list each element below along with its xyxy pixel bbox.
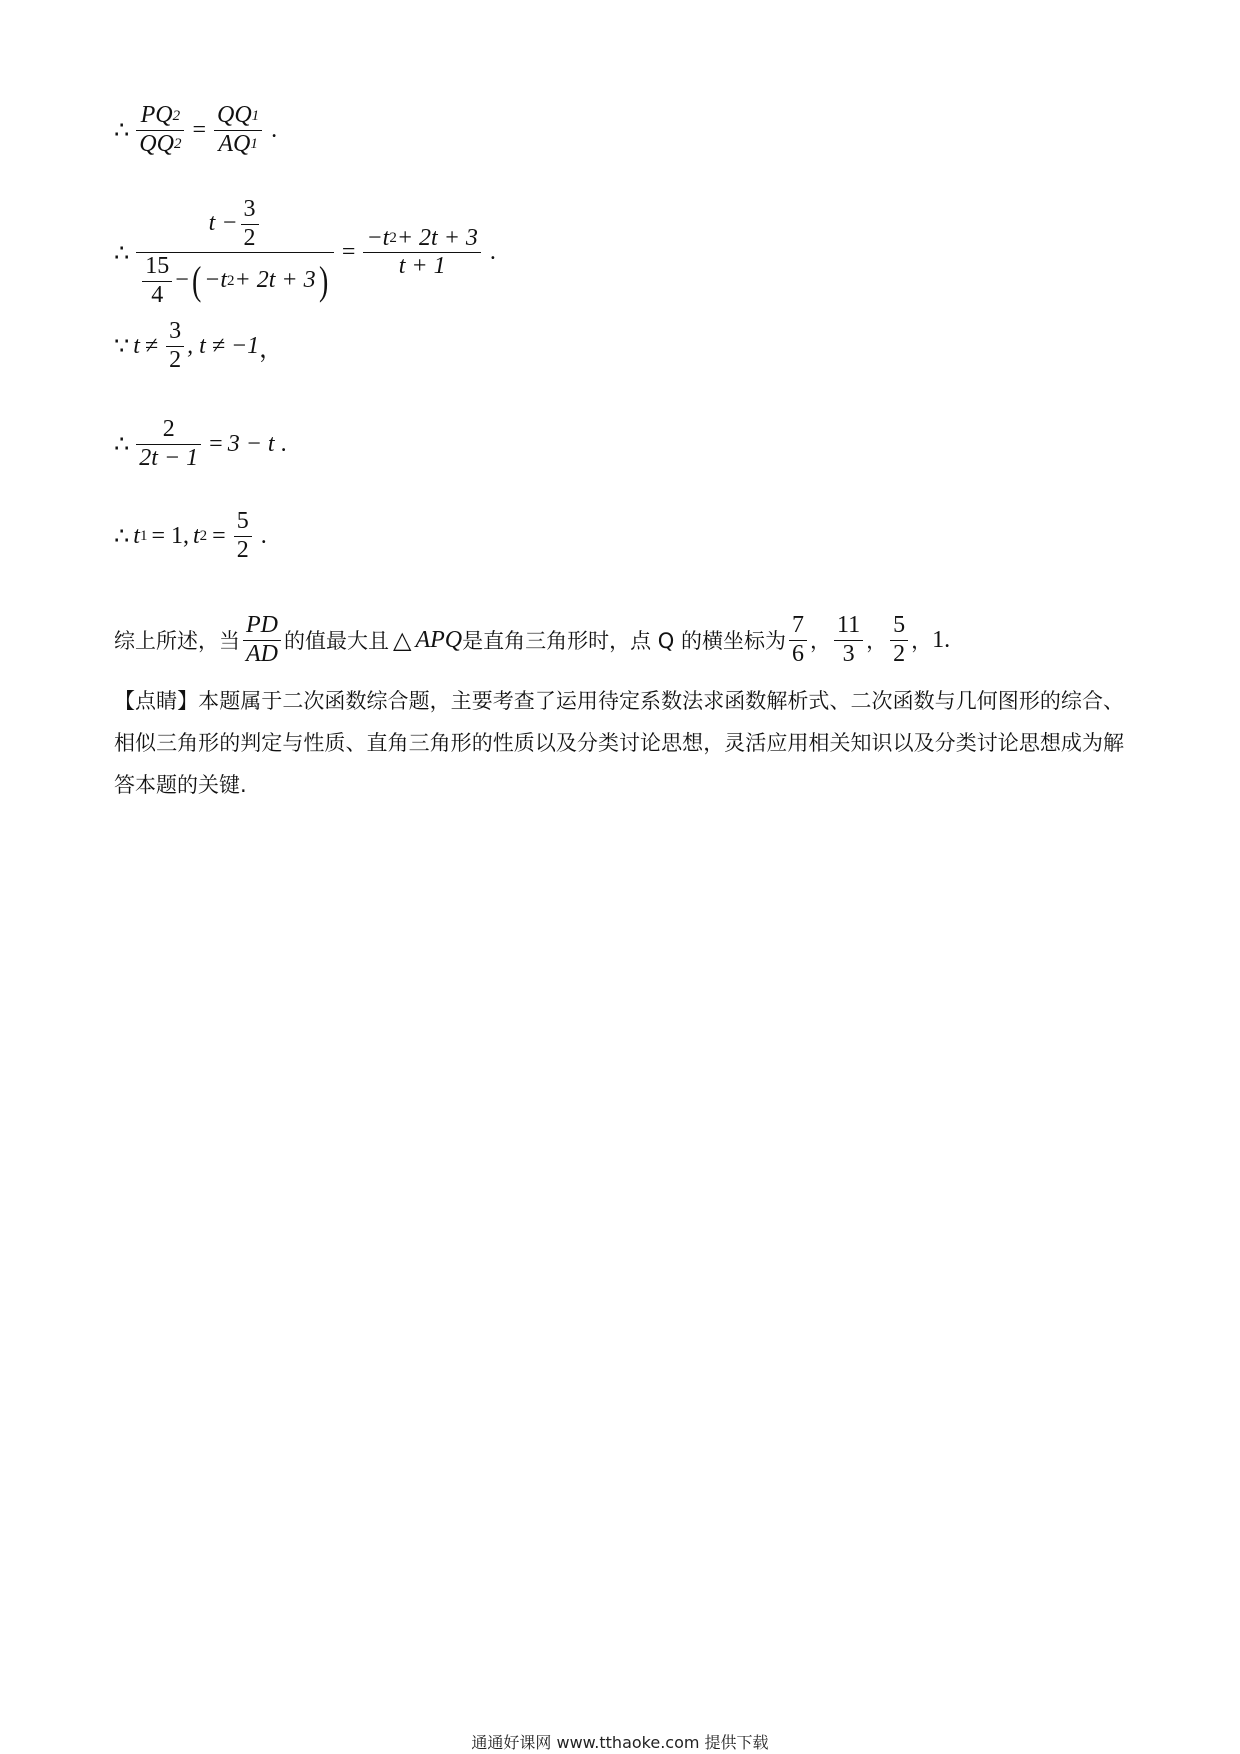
equation-simplified: ∴ $\frac{2}{2t - 1}$ = 3 − t . (114, 416, 287, 471)
because-symbol: ∵ (114, 332, 130, 361)
equation-ratio: ∴ PQ 2 QQ 2 = QQ 1 AQ 1 . (114, 102, 278, 157)
fraction-right: −t 2 + 2t + 3 t + 1 (363, 225, 480, 281)
therefore-symbol: ∴ (114, 430, 130, 459)
therefore-symbol: ∴ (114, 522, 130, 551)
comment-paragraph: 【点睛】本题属于二次函数综合题，主要考查了运用待定系数法求函数解析式、二次函数与几何图形的综合、相似三角形的判定与性质、直角三角形的性质以及分类讨论思想，灵活应用相关知识以及分类讨论思想成为解答本题的关键. (114, 689, 1124, 797)
triangle-symbol: △ (393, 627, 412, 654)
equation-complex-fraction: ∴ t − $\frac{3}{2}$ $\frac{15}{4}$ − ( −t 2 + 2t + 3 ) = −t 2 + 2t + 3 t + 1 . (114, 196, 496, 308)
solutions-line: ∴ t 1 = 1, t 2 = $\frac{5}{2}$ . (114, 508, 267, 563)
condition-line: ∵ t ≠ $\frac{3}{2}$ , t ≠ −1 ， (114, 318, 284, 373)
fraction-pq2-qq2: PQ 2 QQ 2 (136, 102, 184, 158)
fraction-complex-left: t − $\frac{3}{2}$ $\frac{15}{4}$ − ( −t 2 + 2t + 3 ) (136, 196, 334, 309)
summary-line: 综上所述，当 $\frac{PD}{AD}$ 的值最大且 △ APQ 是直角三角形时，点 Q 的横坐标为 $\frac{7}{6}$ ， $\frac{11}{3}$ ， $\frac{5}{2}$ ， 1. (114, 612, 951, 667)
therefore-symbol: ∴ (114, 116, 130, 145)
fraction-qq1-aq1: QQ 1 AQ 1 (214, 102, 262, 158)
therefore-symbol: ∴ (114, 238, 130, 267)
footer-text: 通通好课网 www.tthaoke.com 提供下载 (471, 1733, 769, 1752)
